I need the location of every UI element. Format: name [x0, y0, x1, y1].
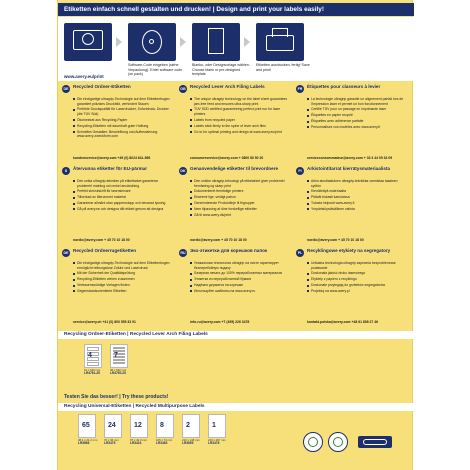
product-multi — [156, 414, 179, 446]
contact-info: nordic@avery.com + 45 70 10 18 00 — [190, 237, 247, 242]
feature-item: Doskonała jakość druku laserowego — [307, 271, 407, 276]
feature-list — [190, 179, 290, 219]
label-count: 2 — [186, 422, 190, 429]
feature-item: Schnelles Gestalten: Beschriftung und Aufbewahrung: www.avery-zweckform.com — [73, 130, 173, 139]
language-block — [62, 84, 175, 162]
feature-item: Garanterar allmänt utan pappersstopp och bevarad lysning — [73, 201, 173, 206]
step-text: Software-Code eingeben (siehe Verpackung). Enter software code (on pack) — [128, 63, 183, 77]
label-sheet-icon — [78, 414, 96, 438]
contact-info: nordic@avery.com + 45 70 10 18 00 — [73, 237, 130, 242]
label-count: 1 — [212, 422, 216, 429]
language-block — [179, 166, 292, 244]
arrow-icon — [116, 37, 122, 47]
feature-item: Personnalisez vos modèles avec www.avery.fr — [307, 125, 407, 130]
country-flag-icon: DK — [180, 169, 186, 173]
product-code: LR3483 — [156, 441, 168, 446]
contact-info: kontakt.polska@avery.com +48 61 898 27 46 — [307, 319, 379, 324]
feature-item: Gå til www.avery.dk/print — [190, 213, 290, 218]
feature-item: TÜV SÜD certified guaranteeing perfect print run for laser printers — [190, 107, 290, 116]
feature-item: Etykiety z papieru z recyklingu — [307, 277, 407, 282]
feature-item: Labels stick firmly to the spine of lever arch files — [190, 124, 290, 129]
feature-item: Unikalna technologia ultragrip zapewnia bezproblemowe podawanie — [307, 261, 407, 270]
product-code: LR3666 — [78, 441, 90, 446]
print-steps-panel — [58, 17, 414, 81]
feature-item: Ekstremt lige, veldigt patron — [190, 195, 290, 200]
feature-item: Go to for optimal printing and design at www.avery.eu/print — [190, 130, 290, 135]
country-flag-icon: PL — [297, 251, 303, 255]
avery-logo-icon — [358, 436, 392, 448]
feature-item: Используйте шаблоны на www.avery.ru — [190, 289, 290, 294]
product-code: LR3475 — [104, 441, 116, 446]
feature-item: Arkin ainutlaatuinen ultragrip-tekniikka varmistaa tasaisen syötön — [307, 179, 407, 188]
language-block — [296, 84, 409, 162]
label-size: 210 x 148 mm — [182, 438, 200, 442]
label-sheet-icon — [192, 23, 240, 61]
label-count: 24 — [108, 422, 116, 429]
feature-item: Perfekt skrivutskrift för laserskrivare — [73, 189, 173, 194]
filing-section-title: Recycling Ordner-Etiketten | Recycled Lever Arch Filing Labels — [58, 331, 414, 339]
product-code: LR4760-25 — [110, 371, 126, 376]
block-title: Återvunna etiketter för EU-pärmar — [73, 166, 148, 171]
feature-item: Certifié TÜV pour un passage en imprimante laser — [307, 107, 407, 112]
product-multi — [104, 414, 127, 446]
label-sheet-icon — [130, 414, 148, 438]
feature-list — [190, 97, 290, 135]
product-multi — [130, 414, 153, 446]
feature-item: Ympäristöystävällinen valinta — [307, 207, 407, 212]
language-block — [179, 248, 292, 326]
block-title: Arkistointitarrat kierrätysmateriaalista — [307, 166, 390, 171]
label-sheet-icon — [104, 414, 122, 438]
language-block — [62, 166, 175, 244]
printer-icon — [256, 23, 304, 61]
block-title: Recycled Lever Arch Filing Labels — [190, 84, 265, 89]
country-flag-icon: DE — [63, 87, 69, 91]
label-count: 65 — [82, 422, 90, 429]
feature-item: Ökoinestrat aus Recycling-Papier — [73, 118, 173, 123]
country-flag-icon: RU — [180, 251, 186, 255]
feature-item: Projektuj na www.avery.pl — [307, 289, 407, 294]
feature-item: Recycling-Etiketten mit dauerhaft guter Haftung — [73, 124, 173, 129]
print-url-link[interactable]: www.avery.eu/print — [64, 74, 104, 79]
globe-monitor-icon — [64, 23, 112, 61]
feature-item: Étiquettes en papier recyclé — [307, 113, 407, 118]
cd-icon — [128, 23, 176, 61]
language-block — [296, 166, 409, 244]
product-code: LR4761-25 — [84, 371, 100, 376]
label-size: 70 x 36 mm — [104, 438, 119, 442]
language-block — [62, 248, 175, 326]
block-title: Recyklingowe etykiety na segregatory — [307, 248, 391, 253]
feature-list — [73, 261, 173, 295]
country-flag-icon: S — [62, 167, 70, 175]
label-count: 8 — [160, 422, 164, 429]
feature-item: Die einzigartige ultragrip-Technologie auf dem Etikettenbogen ermöglicht reibungslose Zufuhr und Laserdruck — [73, 261, 173, 270]
feature-item: Den unikke ultragrip-teknologi på etiketarket giver problemfri fremføring og skarp print — [190, 179, 290, 188]
feature-list — [73, 97, 173, 140]
product-multi — [182, 414, 205, 446]
block-title: Эко-этикетки для корешков папок — [190, 248, 268, 253]
block-title: Étiquettes pour classeurs à levier — [307, 84, 381, 89]
label-size: 61 x 192 mm — [84, 368, 101, 372]
step-text: Etiketten ausdrucken, fertig! Save and print! — [256, 63, 310, 72]
feature-item: Recycling-Etiketten ziehen zusammen — [73, 277, 173, 282]
block-title: Recycled Ordnerrugetiketten — [73, 248, 137, 253]
product-code: LR3655 — [182, 441, 194, 446]
feature-item: Pitävät tiukasti kansioissa — [307, 195, 407, 200]
product-filing-4 — [84, 344, 107, 376]
feature-item: Den unika ultragrip-tekniken på etikettarket garanterar problemfri matning och enkel användning — [73, 179, 173, 188]
feature-item: Étiquettes avec adhérence parfaite — [307, 119, 407, 124]
feature-item: Tulosta helposti www.avery.fi — [307, 201, 407, 206]
label-count: 12 — [134, 422, 142, 429]
label-count: 7 — [114, 352, 118, 359]
feature-item: Mit der Sicherheit der Qualitätsprüfung — [73, 271, 173, 276]
contact-info: nordic@avery.com + 45 70 10 18 00 — [307, 237, 364, 242]
label-package-page — [57, 0, 413, 470]
product-filing-7 — [110, 344, 133, 376]
feature-item: La technologie ultragrip garantie un alignement parfait lors de l'impression laser et permet un bon fonctionnement — [307, 97, 407, 106]
contact-info: kundenservice@avery.com +49 (0) 8024 641-565 — [73, 155, 151, 160]
product-code: LR3478 — [208, 441, 220, 446]
feature-item: Gegenstandsorientierte Etiketten — [73, 289, 173, 294]
language-block — [179, 84, 292, 162]
feature-item: Надёжно держатся на корешке — [190, 283, 290, 288]
label-size: 97 x 42.3 mm — [130, 438, 147, 442]
feature-list — [307, 97, 407, 131]
label-sheet-icon — [110, 344, 128, 368]
feature-item: Этикетки из переработанной бумаги — [190, 277, 290, 282]
contact-info: consumerservice@avery.com + 0800 80 50 20 — [190, 155, 264, 160]
feature-item: Kierrätettyä materiaalia — [307, 189, 407, 194]
label-size: 38.1 x 21.2 mm — [78, 438, 98, 442]
feature-item: Tillverkad av återvunnet material — [73, 195, 173, 200]
feature-item: The unique ultragrip technology on the label sheet guarantees jam-free feed and ensures ultra-sharp print — [190, 97, 290, 106]
try-products-title: Testen Sie das besser! | Try these products! — [64, 394, 169, 400]
header-banner: Etiketten einfach schnell gestalten und drucken! | Design and print your labels easily! — [58, 3, 414, 16]
label-sheet-icon — [84, 344, 102, 368]
feature-item: Genmindeende Produktlinje til frigrupper — [190, 201, 290, 206]
product-multi — [78, 414, 101, 446]
feature-item: Perfekte Druckqualität für Laserdrucker, Sofortdruck, Drucker (die TÜV Süd) — [73, 107, 173, 116]
country-flag-icon: GB — [180, 87, 186, 91]
label-count: 4 — [88, 352, 92, 359]
feature-item: Die einzigartige ultragrip-Technologie auf dem Etikettenbogen garantiert präzises Druckbild, verhindert Stauen — [73, 97, 173, 106]
feature-item: Dokumenteret fremtidige printere — [190, 189, 290, 194]
label-size: 105 x 74 mm — [156, 438, 173, 442]
feature-list — [190, 261, 290, 295]
label-sheet-icon — [156, 414, 174, 438]
contact-info: serviceconsommateur@avery.com + 33 3 44 09 34 09 — [307, 155, 393, 160]
feature-item: Gå på avery.se och designa ditt etikett genom att designa — [73, 207, 173, 212]
country-flag-icon: FR — [297, 87, 303, 91]
arrow-icon — [244, 37, 250, 47]
product-code: LR3424 — [130, 441, 142, 446]
feature-list — [307, 179, 407, 213]
label-sheet-icon — [208, 414, 226, 438]
contact-info: service@avery.ch +41 (0) 800 559 33 91 — [73, 319, 136, 324]
arrow-icon — [180, 37, 186, 47]
feature-item: Labels from recycled paper — [190, 118, 290, 123]
multipurpose-section-title: Recycling Universal-Etiketten | Recycled Multipurpose Labels — [58, 403, 414, 411]
feature-item: Doskonale przylegają do grzbietów segregatorów — [307, 283, 407, 288]
label-sheet-icon — [182, 414, 200, 438]
block-title: Genanvendelige etiketter til brevordnere — [190, 166, 279, 171]
contact-info: info-ru@avery.com +7 (495) 226 3478 — [190, 319, 250, 324]
feature-list — [73, 179, 173, 213]
feature-item: Лазерная печать до 100% переработанных материалов — [190, 271, 290, 276]
certification-seal-icon — [328, 432, 348, 452]
language-block — [296, 248, 409, 326]
label-size: 210 x 297 mm — [208, 438, 226, 442]
country-flag-icon: FI — [296, 167, 304, 175]
feature-item: Уникальная технология ultragrip на листе гарантирует бесперебойную подачу — [190, 261, 290, 270]
feature-item: Nem tilpasning af dine forskellige etiketter — [190, 207, 290, 212]
feature-item: Vertrauenswürdige Vorlagen finden — [73, 283, 173, 288]
recycling-seal-icon — [303, 432, 323, 452]
step-text: Blanko- oder Designvorlage wählen. Choose blank or pre-designed template — [192, 63, 250, 77]
feature-list — [307, 261, 407, 295]
product-multi — [208, 414, 231, 446]
label-size: 38 x 192 mm — [110, 368, 127, 372]
block-title: Recycled Ordner-Etiketten — [73, 84, 131, 89]
country-flag-icon: DE — [63, 251, 69, 255]
